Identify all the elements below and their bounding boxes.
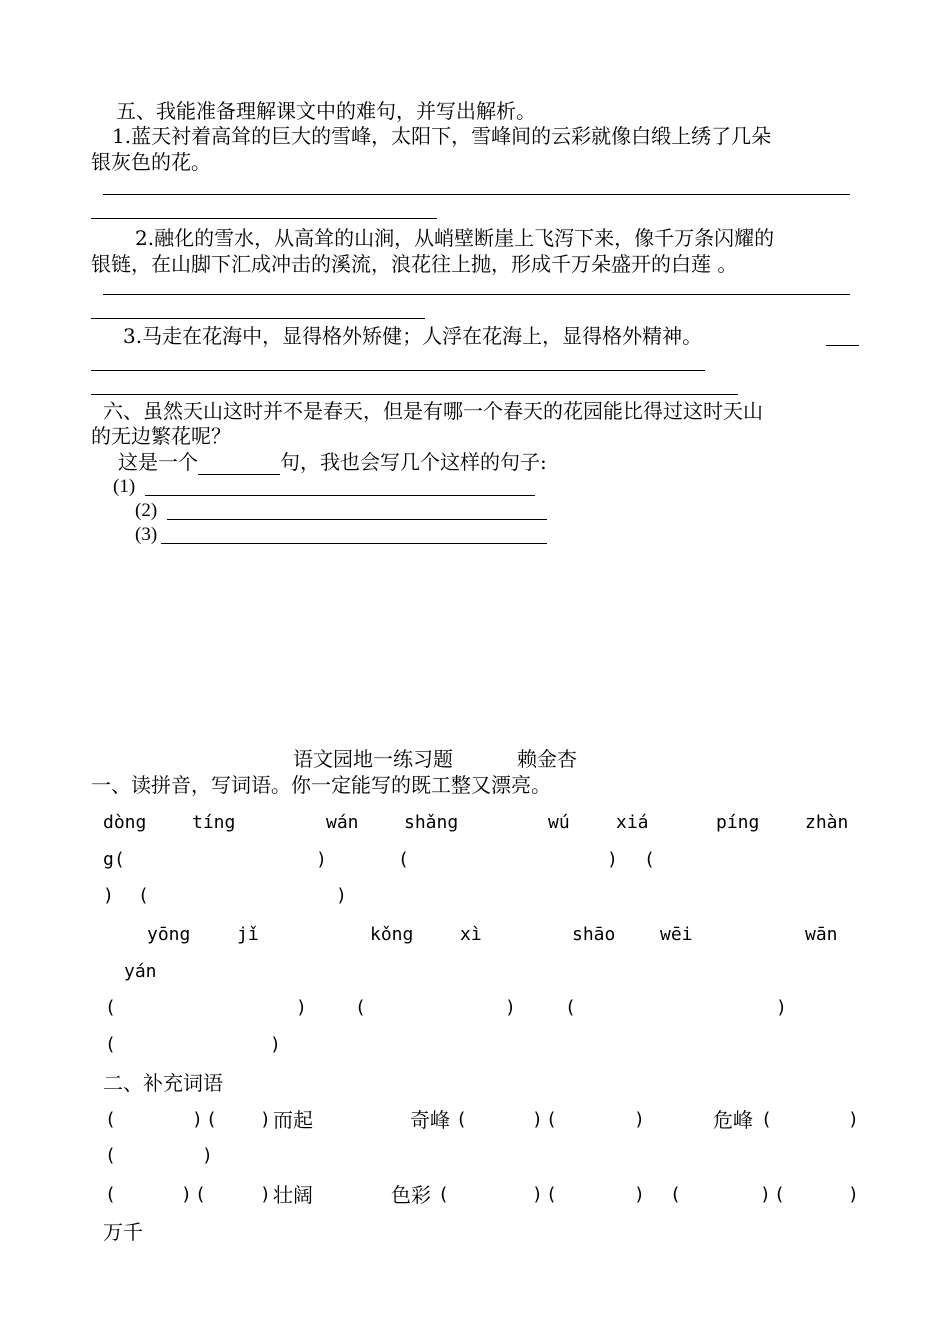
fill-paren-open[interactable]: ( [670, 1184, 681, 1205]
fill-paren-open[interactable]: ( [195, 1184, 206, 1205]
pinyin-xi: xì [460, 924, 482, 945]
answer-paren-open[interactable]: ( [105, 997, 116, 1018]
write-item-3-line[interactable] [161, 543, 547, 544]
answer-paren-open[interactable]: ( [355, 997, 366, 1018]
word-erqi: 而起 [273, 1108, 313, 1132]
sentence-3: 3.马走在花海中，显得格外矫健；人浮在花海上，显得格外精神。 [123, 324, 703, 348]
fill-paren-open[interactable]: ( [105, 1184, 116, 1205]
answer-paren-open[interactable]: ( [138, 885, 149, 906]
answer-paren-close[interactable]: ) [607, 849, 618, 870]
answer-paren-close[interactable]: ) [270, 1034, 281, 1055]
fill-paren-close[interactable]: ) [192, 1109, 203, 1130]
fill-paren-close[interactable]: ) [181, 1184, 192, 1205]
answer-line[interactable] [103, 194, 850, 195]
sentence-2-line2: 银链，在山脚下汇成冲击的溪流，浪花往上抛，形成千万朵盛开的白莲 。 [91, 252, 738, 276]
answer-paren-close[interactable]: ) [316, 849, 327, 870]
write-item-2-label: (2) [135, 500, 158, 521]
word-qifeng: 奇峰 [410, 1108, 450, 1132]
author-name: 赖金杏 [517, 747, 577, 771]
part2-heading: 二、补充词语 [103, 1071, 223, 1095]
pinyin-shao: shāo [572, 924, 616, 945]
practice-title: 语文园地一练习题 [293, 747, 453, 771]
pinyin-wu: wú [548, 812, 570, 833]
pinyin-kong: kǒng [370, 924, 414, 945]
sentence-type-blank[interactable] [198, 450, 280, 475]
fill-paren-close[interactable]: ) [532, 1109, 543, 1130]
pinyin-xia: xiá [616, 812, 649, 833]
pinyin-shang: shǎng [404, 812, 459, 833]
pinyin-zhan: zhàn [805, 812, 849, 833]
fill-paren-open[interactable]: ( [206, 1109, 217, 1130]
word-zhuangkuo: 壮阔 [273, 1183, 313, 1207]
pinyin-yan: yán [124, 961, 157, 982]
answer-paren-close[interactable]: ) [505, 997, 516, 1018]
pinyin-zhan-wrap: g [103, 849, 114, 870]
fill-paren-close[interactable]: ) [848, 1109, 859, 1130]
section6-line2: 的无边繁花呢？ [91, 424, 231, 448]
answer-paren-close[interactable]: ) [776, 997, 787, 1018]
answer-paren-open[interactable]: ( [565, 997, 576, 1018]
fill-paren-open[interactable]: ( [456, 1109, 467, 1130]
answer-paren-close[interactable]: ) [296, 997, 307, 1018]
write-item-1-line[interactable] [145, 495, 535, 496]
answer-paren-close[interactable]: ) [336, 885, 347, 906]
fill-paren-close[interactable]: ) [634, 1109, 645, 1130]
sentence-1-line1: 1.蓝天衬着高耸的巨大的雪峰，太阳下，雪峰间的云彩就像白缎上绣了几朵 [112, 124, 772, 148]
part1-heading: 一、读拼音，写词语。你一定能写的既工整又漂亮。 [91, 773, 551, 797]
fill-paren-close[interactable]: ) [202, 1145, 213, 1166]
word-weifeng: 危峰 [713, 1108, 753, 1132]
answer-paren-close[interactable]: ) [103, 885, 114, 906]
answer-line[interactable] [91, 370, 705, 371]
pinyin-dong: dòng [103, 812, 147, 833]
pinyin-yong: yōng [147, 924, 191, 945]
fill-paren-open[interactable]: ( [761, 1109, 772, 1130]
fill-paren-close[interactable]: ) [532, 1184, 543, 1205]
pinyin-wan2: wān [805, 924, 838, 945]
sentence-type-prompt: 这是一个 句，我也会写几个这样的句子: [118, 450, 547, 474]
answer-line[interactable] [91, 318, 425, 319]
answer-paren-open[interactable]: ( [105, 1034, 116, 1055]
fill-paren-close[interactable]: ) [634, 1184, 645, 1205]
section5-heading: 五、我能准备理解课文中的难句，并写出解析。 [116, 99, 536, 123]
write-item-2-line[interactable] [167, 519, 547, 520]
answer-paren-open[interactable]: ( [644, 849, 655, 870]
word-wanqian: 万千 [103, 1220, 143, 1244]
sentence-2-line1: 2.融化的雪水，从高耸的山涧，从峭壁断崖上飞泻下来，像千万条闪耀的 [135, 226, 775, 250]
fill-paren-close[interactable]: ) [260, 1109, 271, 1130]
answer-paren-open[interactable]: ( [398, 849, 409, 870]
fill-paren-open[interactable]: ( [438, 1184, 449, 1205]
word-secai: 色彩 [391, 1183, 431, 1207]
pinyin-wan: wán [326, 812, 359, 833]
answer-line[interactable] [826, 345, 859, 346]
fill-paren-open[interactable]: ( [105, 1145, 116, 1166]
pinyin-ji: jǐ [237, 924, 259, 945]
pinyin-ting: tíng [192, 812, 236, 833]
fill-paren-close[interactable]: ) [848, 1184, 859, 1205]
fill-paren-open[interactable]: ( [774, 1184, 785, 1205]
sentence-1-line2: 银灰色的花。 [91, 150, 211, 174]
fill-paren-open[interactable]: ( [546, 1184, 557, 1205]
answer-paren-open[interactable]: ( [114, 849, 125, 870]
answer-line[interactable] [91, 218, 437, 219]
fill-paren-close[interactable]: ) [260, 1184, 271, 1205]
pinyin-ping: píng [716, 812, 760, 833]
write-item-3-label: (3) [135, 524, 158, 545]
answer-line[interactable] [103, 294, 850, 295]
fill-paren-open[interactable]: ( [105, 1109, 116, 1130]
fill-paren-close[interactable]: ) [760, 1184, 771, 1205]
section6-line1: 六、虽然天山这时并不是春天，但是有哪一个春天的花园能比得过这时天山 [103, 399, 763, 423]
fill-paren-open[interactable]: ( [546, 1109, 557, 1130]
pinyin-wei: wēi [660, 924, 693, 945]
write-item-1-label: (1) [113, 476, 136, 497]
answer-line[interactable] [91, 394, 738, 395]
